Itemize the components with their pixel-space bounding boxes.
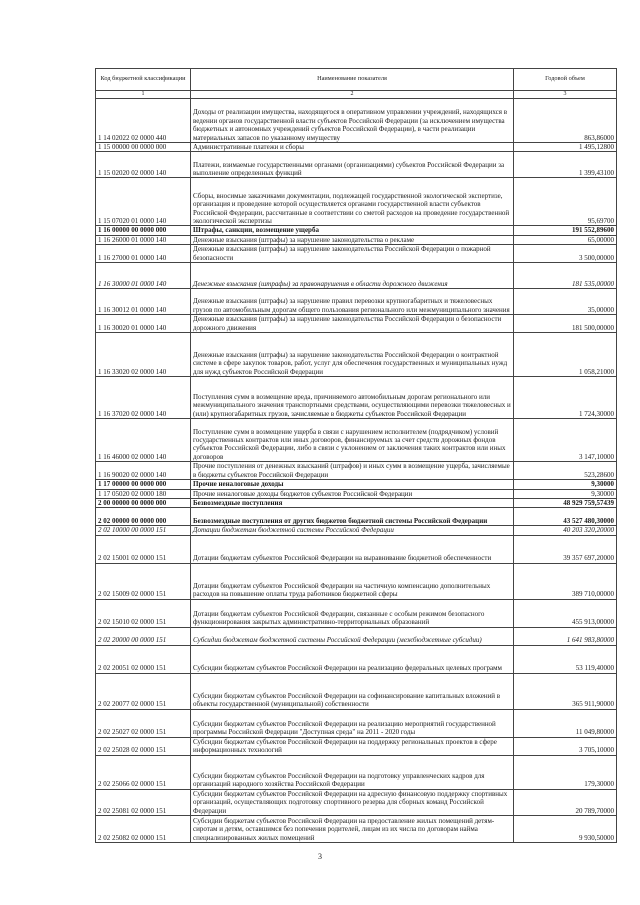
- table-row: [96, 99, 617, 143]
- header-code: Код бюджетной классификации: [96, 69, 191, 91]
- code-cell: 1 16 30000 01 0000 140: [96, 263, 191, 289]
- amount-cell: 43 527 480,30000: [514, 508, 617, 526]
- code-cell: 1 16 26000 01 0000 140: [96, 235, 191, 244]
- amount-cell: 1 058,21000: [514, 333, 617, 377]
- table-row: [96, 263, 617, 289]
- code-cell: 1 17 05020 02 0000 180: [96, 489, 191, 498]
- table-row: [96, 563, 617, 599]
- code-cell: 2 02 20077 02 0000 151: [96, 673, 191, 709]
- code-cell: 1 16 30012 01 0000 140: [96, 289, 191, 315]
- code-cell: 1 16 33020 02 0000 140: [96, 333, 191, 377]
- amount-cell: 65,00000: [514, 235, 617, 244]
- amount-cell: 3 500,00000: [514, 245, 617, 263]
- column-number-3: 3: [514, 91, 617, 99]
- code-cell: 1 16 30020 01 0000 140: [96, 315, 191, 333]
- name-cell: Денежные взыскания (штрафы) за нарушение законодательства Российской Федерации о пожарной безопасности: [191, 245, 514, 263]
- code-cell: 1 17 00000 00 0000 000: [96, 480, 191, 489]
- header-name: Наименование показателя: [191, 69, 514, 91]
- amount-cell: 523,28600: [514, 462, 617, 480]
- table-row: [96, 499, 617, 508]
- name-cell: Прочие неналоговые доходы бюджетов субъектов Российской Федерации: [191, 489, 514, 498]
- amount-cell: 181 535,00000: [514, 263, 617, 289]
- table-row: [96, 462, 617, 480]
- name-cell: Субсидии бюджетам субъектов Российской Федерации на софинансирование капитальных вложений в объекты государственной (муниципальной) собственности: [191, 673, 514, 709]
- name-cell: Субсидии бюджетам бюджетной системы Российской Федерации (межбюджетные субсидии): [191, 627, 514, 645]
- table-row: [96, 315, 617, 333]
- amount-cell: 863,86000: [514, 99, 617, 143]
- table-row: [96, 789, 617, 815]
- page-number: 3: [318, 852, 322, 861]
- table-row: [96, 480, 617, 489]
- amount-cell: 39 357 697,20000: [514, 535, 617, 563]
- name-cell: Субсидии бюджетам субъектов Российской Федерации на реализацию мероприятий государственной программы Российской Федерации "Доступная среда" на 2011 - 2020 годы: [191, 709, 514, 737]
- column-number-2: 2: [191, 91, 514, 99]
- name-cell: Штрафы, санкции, возмещение ущерба: [191, 226, 514, 235]
- table-row: [96, 178, 617, 226]
- amount-cell: 1 724,30000: [514, 377, 617, 419]
- amount-cell: 3 705,10000: [514, 737, 617, 755]
- code-cell: 2 02 10000 00 0000 151: [96, 526, 191, 535]
- code-cell: 2 02 25027 02 0000 151: [96, 709, 191, 737]
- name-cell: Сборы, вносимые заказчиками документации, подлежащей государственной экологической экспертизе, организация и проведение которой осуществляется органами государственной власти субъектов Российской Федерации, рассчитанные в соответствии со сметой расходов на проведение государственной экологической экспертизы: [191, 178, 514, 226]
- code-cell: 1 15 02020 02 0000 140: [96, 152, 191, 178]
- table-row: [96, 143, 617, 152]
- code-cell: 1 16 00000 00 0000 000: [96, 226, 191, 235]
- amount-cell: 9,30000: [514, 480, 617, 489]
- table-row: [96, 419, 617, 462]
- code-cell: 2 02 15009 02 0000 151: [96, 563, 191, 599]
- code-cell: 1 16 90020 02 0000 140: [96, 462, 191, 480]
- table-row: [96, 489, 617, 498]
- amount-cell: 11 049,80000: [514, 709, 617, 737]
- name-cell: Прочие поступления от денежных взысканий (штрафов) и иных сумм в возмещение ущерба, зачисляемые в бюджеты субъектов Российской Федерации: [191, 462, 514, 480]
- table-row: [96, 709, 617, 737]
- amount-cell: 48 929 759,57439: [514, 499, 617, 508]
- name-cell: Субсидии бюджетам субъектов Российской Федерации на предоставление жилых помещений детям-сиротам и детям, оставшимся без попечения родителей, лицам из их числа по договорам найма специализированных жилых помещений: [191, 816, 514, 843]
- table-row: [96, 333, 617, 377]
- header-amount: Годовой объем: [514, 69, 617, 91]
- table-row: [96, 645, 617, 673]
- amount-cell: 179,30000: [514, 755, 617, 789]
- code-cell: 1 16 46000 02 0000 140: [96, 419, 191, 462]
- table-row: [96, 673, 617, 709]
- name-cell: Денежные взыскания (штрафы) за правонарушения в области дорожного движения: [191, 263, 514, 289]
- name-cell: Денежные взыскания (штрафы) за нарушение законодательства Российской Федерации о контрактной системе в сфере закупок товаров, работ, услуг для обеспечения государственных и муниципальных нужд для нужд субъектов Российской Федерации: [191, 333, 514, 377]
- name-cell: Субсидии бюджетам субъектов Российской Федерации на поддержку региональных проектов в сфере информационных технологий: [191, 737, 514, 755]
- table-row: [96, 245, 617, 263]
- code-cell: 2 02 00000 00 0000 000: [96, 508, 191, 526]
- amount-cell: 1 399,43100: [514, 152, 617, 178]
- name-cell: Безвозмездные поступления: [191, 499, 514, 508]
- amount-cell: 40 203 320,20000: [514, 526, 617, 535]
- name-cell: Дотации бюджетам бюджетной системы Российской Федерации: [191, 526, 514, 535]
- name-cell: Денежные взыскания (штрафы) за нарушение законодательства о рекламе: [191, 235, 514, 244]
- table-row: [96, 755, 617, 789]
- code-cell: 1 15 07020 01 0000 140: [96, 178, 191, 226]
- code-cell: 1 16 37020 02 0000 140: [96, 377, 191, 419]
- table-row: [96, 235, 617, 244]
- table-header-row: [96, 69, 617, 91]
- amount-cell: 95,69700: [514, 178, 617, 226]
- code-cell: 2 02 15010 02 0000 151: [96, 599, 191, 627]
- name-cell: Денежные взыскания (штрафы) за нарушение законодательства Российской Федерации о безопасности дорожного движения: [191, 315, 514, 333]
- name-cell: Денежные взыскания (штрафы) за нарушение правил перевозки крупногабаритных и тяжеловесных грузов по автомобильным дорогам общего пользования регионального или межмуниципального значения: [191, 289, 514, 315]
- name-cell: Платежи, взимаемые государственными органами (организациями) субъектов Российской Федерации за выполнение определенных функций: [191, 152, 514, 178]
- amount-cell: 455 913,00000: [514, 599, 617, 627]
- code-cell: 1 14 02022 02 0000 440: [96, 99, 191, 143]
- code-cell: 1 15 00000 00 0000 000: [96, 143, 191, 152]
- amount-cell: 181 500,00000: [514, 315, 617, 333]
- amount-cell: 53 119,40000: [514, 645, 617, 673]
- name-cell: Безвозмездные поступления от других бюджетов бюджетной системы Российской Федерации: [191, 508, 514, 526]
- revenue-table-body: [96, 69, 617, 843]
- table-row: [96, 816, 617, 843]
- name-cell: Поступление сумм в возмещение ущерба в связи с нарушением исполнителем (подрядчиком) условий государственных контрактов или иных договоров, финансируемых за счет средств дорожных фондов субъектов Российской Федерации, либо в связи с уклонением от заключения таких контрактов или иных договоров: [191, 419, 514, 462]
- amount-cell: 9,30000: [514, 489, 617, 498]
- name-cell: Субсидии бюджетам субъектов Российской Федерации на подготовку управленческих кадров для организаций народного хозяйства Российской Федерации: [191, 755, 514, 789]
- amount-cell: 20 789,70000: [514, 789, 617, 815]
- code-cell: 2 02 20051 02 0000 151: [96, 645, 191, 673]
- code-cell: 1 16 27000 01 0000 140: [96, 245, 191, 263]
- name-cell: Прочие неналоговые доходы: [191, 480, 514, 489]
- code-cell: 2 00 00000 00 0000 000: [96, 499, 191, 508]
- table-row: [96, 289, 617, 315]
- revenue-table: [95, 68, 617, 843]
- table-row: [96, 599, 617, 627]
- name-cell: Дотации бюджетам субъектов Российской Федерации, связанные с особым режимом безопасного функционирования закрытых административно-территориальных образований: [191, 599, 514, 627]
- table-row: [96, 535, 617, 563]
- table-row: [96, 737, 617, 755]
- column-number-row: [96, 91, 617, 99]
- table-row: [96, 508, 617, 526]
- name-cell: Субсидии бюджетам субъектов Российской Федерации на реализацию федеральных целевых программ: [191, 645, 514, 673]
- amount-cell: 389 710,00000: [514, 563, 617, 599]
- amount-cell: 9 930,50000: [514, 816, 617, 843]
- amount-cell: 3 147,10000: [514, 419, 617, 462]
- amount-cell: 35,00000: [514, 289, 617, 315]
- amount-cell: 365 911,90000: [514, 673, 617, 709]
- code-cell: 2 02 25081 02 0000 151: [96, 789, 191, 815]
- table-row: [96, 627, 617, 645]
- code-cell: 2 02 25066 02 0000 151: [96, 755, 191, 789]
- name-cell: Дотации бюджетам субъектов Российской Федерации на выравнивание бюджетной обеспеченности: [191, 535, 514, 563]
- amount-cell: 1 495,12800: [514, 143, 617, 152]
- code-cell: 2 02 25082 02 0000 151: [96, 816, 191, 843]
- table-row: [96, 226, 617, 235]
- column-number-1: 1: [96, 91, 191, 99]
- amount-cell: 1 641 983,80000: [514, 627, 617, 645]
- name-cell: Доходы от реализации имущества, находящегося в оперативном управлении учреждений, находящихся в ведении органов государственной власти субъектов Российской Федерации (за исключением имущества бюджетных и автономных учреждений субъектов Российской Федерации), в части реализации материальных запасов по указанному имуществу: [191, 99, 514, 143]
- amount-cell: 191 552,89600: [514, 226, 617, 235]
- table-row: [96, 377, 617, 419]
- name-cell: Дотации бюджетам субъектов Российской Федерации на частичную компенсацию дополнительных расходов на повышение оплаты труда работников бюджетной сферы: [191, 563, 514, 599]
- code-cell: 2 02 25028 02 0000 151: [96, 737, 191, 755]
- name-cell: Субсидии бюджетам субъектов Российской Федерации на адресную финансовую поддержку спортивных организаций, осуществляющих подготовку спортивного резерва для сборных команд Российской Федерации: [191, 789, 514, 815]
- table-row: [96, 152, 617, 178]
- name-cell: Административные платежи и сборы: [191, 143, 514, 152]
- code-cell: 2 02 15001 02 0000 151: [96, 535, 191, 563]
- code-cell: 2 02 20000 00 0000 151: [96, 627, 191, 645]
- table-row: [96, 526, 617, 535]
- name-cell: Поступления сумм в возмещение вреда, причиняемого автомобильным дорогам регионального или межмуниципального значения транспортными средствами, осуществляющими перевозки тяжеловесных и (или) крупногабаритных грузов, зачисляемые в бюджеты субъектов Российской Федерации: [191, 377, 514, 419]
